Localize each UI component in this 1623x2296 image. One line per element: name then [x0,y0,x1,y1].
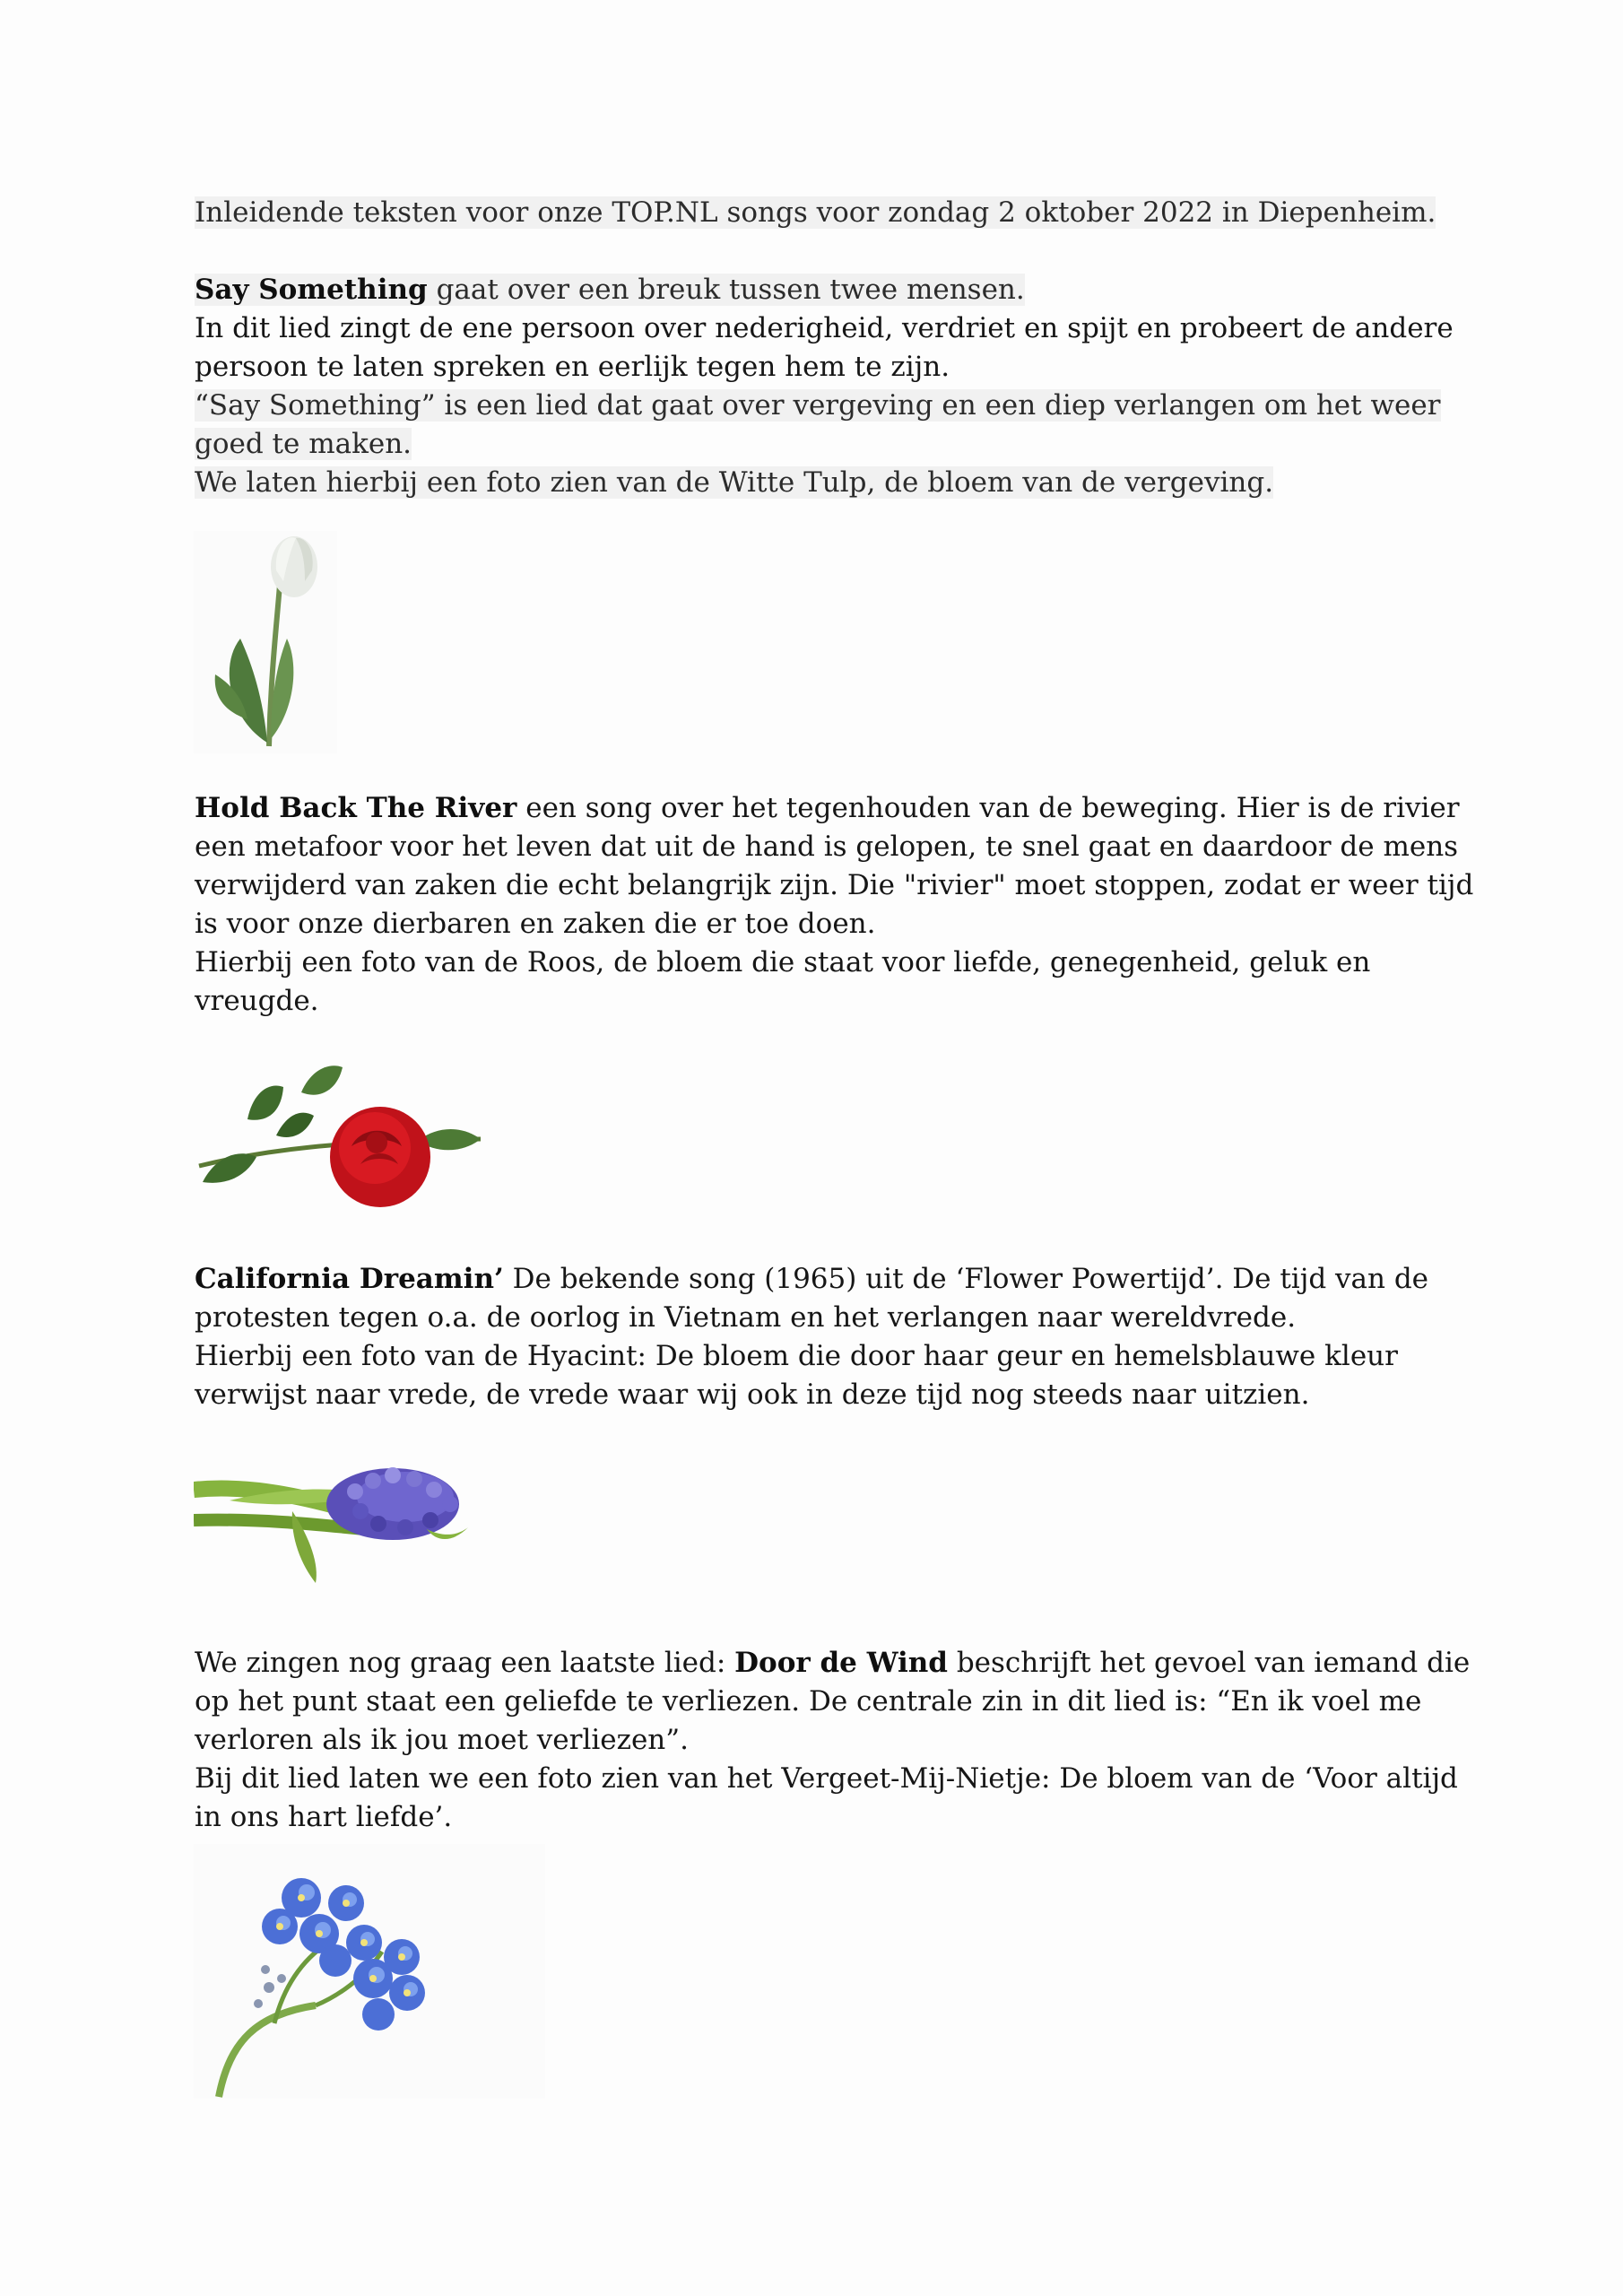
section4-before: We zingen nog graag een laatste lied: [195,1647,735,1679]
section1-line2: In dit lied zingt de ene persoon over nederigheid, verdriet en spijt en probeert de andere persoon te laten spreken en eerlijk tegen hem te zijn. [195,312,1454,383]
intro-paragraph [195,194,1486,232]
song-title-california-dreamin: California Dreamin’ [195,1263,504,1295]
section4-line1: beschrijft het gevoel van iemand die op het punt staat een geliefde te verliezen. De centrale zin in dit lied is: “En ik voel me verloren als ik jou moet verliezen”. [195,1647,1471,1756]
section1-line1: gaat over een breuk tussen twee mensen. [427,274,1025,306]
intro-text: Inleidende teksten voor onze TOP.NL songs voor zondag 2 oktober 2022 in Diepenheim. [195,196,1436,229]
section3-line1: De bekende song (1965) uit de ‘Flower Powertijd’. De tijd van de protesten tegen o.a. de oorlog in Vietnam en het verlangen naar wereldvrede. [195,1263,1429,1334]
section-hold-back-the-river [195,789,1486,1021]
white-tulip-image [194,531,337,753]
section-say-something [195,271,1486,502]
hyacinth-image [194,1448,468,1588]
section4-line2: Bij dit lied laten we een foto zien van het Vergeet-Mij-Nietje: De bloem van de ‘Voor altijd in ons hart liefde’. [195,1762,1458,1833]
section3-line2: Hierbij een foto van de Hyacint: De bloem die door haar geur en hemelsblauwe kleur verwijst naar vrede, de vrede waar wij ook in deze tijd nog steeds naar uitzien. [195,1340,1398,1411]
section-california-dreamin [195,1260,1486,1414]
section-door-de-wind [195,1644,1486,1837]
section2-line1: een song over het tegenhouden van de beweging. Hier is de rivier een metafoor voor het leven dat uit de hand is gelopen, te snel gaat en daardoor de mens verwijderd van zaken die echt belangrijk zijn. Die "rivier" moet stoppen, zodat er weer tijd is voor onze dierbaren en zaken die er toe doen. [195,792,1474,940]
red-rose-image [194,1057,486,1214]
section1-line3: “Say Something” is een lied dat gaat over vergeving en een diep verlangen om het weer goed te maken. [195,389,1441,460]
song-title-door-de-wind: Door de Wind [734,1647,948,1679]
section1-line4: We laten hierbij een foto zien van de Witte Tulp, de bloem van de vergeving. [195,466,1274,499]
section2-line2: Hierbij een foto van de Roos, de bloem die staat voor liefde, genegenheid, geluk en vreugde. [195,946,1371,1017]
song-title-hold-back-the-river: Hold Back The River [195,792,517,824]
song-title-say-something: Say Something [195,274,428,306]
forget-me-not-image [194,1844,545,2099]
